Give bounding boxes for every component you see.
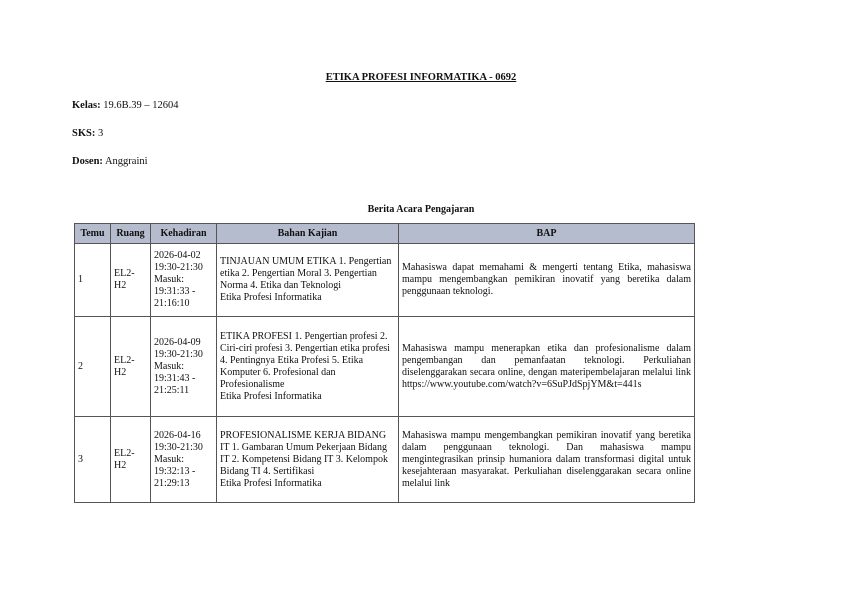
column-header-bahan-kajian: Bahan Kajian [217,224,399,244]
bap-cell: Mahasiswa mampu menerapkan etika dan profesionalisme dalam pengembangan dan pemanfaatan teknologi. Perkuliahan diselenggarakan secara online, dengan materipembelajaran melalui link https://www.youtube.com/watch?v=6SuPJdSpjYM&t=441s [399,317,695,417]
table-row [75,417,695,503]
bahan-kajian-cell: TINJAUAN UMUM ETIKA 1. Pengertian etika 2. Pengertian Moral 3. Pengertian Norma 4. Etika dan Teknologi Etika Profesi Informatika [217,244,399,317]
column-header-ruang: Ruang [111,224,151,244]
sks-value: 3 [97,128,104,139]
temu-cell: 3 [75,417,111,503]
kelas-label: Kelas: [72,100,101,111]
table-header-row [75,224,695,244]
temu-cell: 2 [75,317,111,417]
sks-label: SKS: [72,128,96,139]
bap-table [74,223,695,503]
bahan-kajian-cell: ETIKA PROFESI 1. Pengertian profesi 2. Ciri-ciri profesi 3. Pengertian etika profesi 4. Pentingnya Etika Profesi 5. Etika Komputer 6. Profesional dan Profesionalisme Etika Profesi Informatika [217,317,399,417]
document-title: ETIKA PROFESI INFORMATIKA - 0692 [325,72,517,83]
bap-cell [399,417,695,503]
kehadiran-cell: 2026-04-02 19:30-21:30 Masuk: 19:31:33 - 21:16:10 [151,244,217,317]
column-header-temu: Temu [75,224,111,244]
dosen-line [72,156,148,167]
ruang-cell: EL2- H2 [111,244,151,317]
dosen-value: Anggraini [104,156,148,167]
bahan-kajian-cell: PROFESIONALISME KERJA BIDANG IT 1. Gambaran Umum Pekerjaan Bidang IT 2. Kompetensi Bidang IT 3. Kelompok Bidang TI 4. Sertifikasi Etika Profesi Informatika [217,417,399,503]
dosen-label: Dosen: [72,156,103,167]
ruang-cell: EL2- H2 [111,417,151,503]
ruang-cell: EL2- H2 [111,317,151,417]
kehadiran-cell: 2026-04-09 19:30-21:30 Masuk: 19:31:43 - 21:25:11 [151,317,217,417]
table-row [75,317,695,417]
kelas-value: 19.6B.39 – 12604 [103,100,179,111]
sks-line [72,128,103,139]
kehadiran-cell: 2026-04-16 19:30-21:30 Masuk: 19:32:13 - 21:29:13 [151,417,217,503]
kelas-line [72,100,178,111]
section-title: Berita Acara Pengajaran [367,204,475,215]
table-row [75,244,695,317]
column-header-kehadiran: Kehadiran [151,224,217,244]
column-header-bap: BAP [399,224,695,244]
bap-text: Mahasiswa mampu mengembangkan pemikiran inovatif yang beretika dalam penggunaan teknologi. Dan mahasiswa mampu mengintegrasikan prinsip humaniora dalam transformasi digital untuk kesejahteraan masyarakat. Perkuliahan diselenggarakan secara online melalui link [402,429,691,489]
bap-cell: Mahasiswa dapat memahami & mengerti tentang Etika, mahasiswa mampu mengembangkan pemikiran inovatif yang beretika dalam penggunaan teknologi. [399,244,695,317]
temu-cell: 1 [75,244,111,317]
